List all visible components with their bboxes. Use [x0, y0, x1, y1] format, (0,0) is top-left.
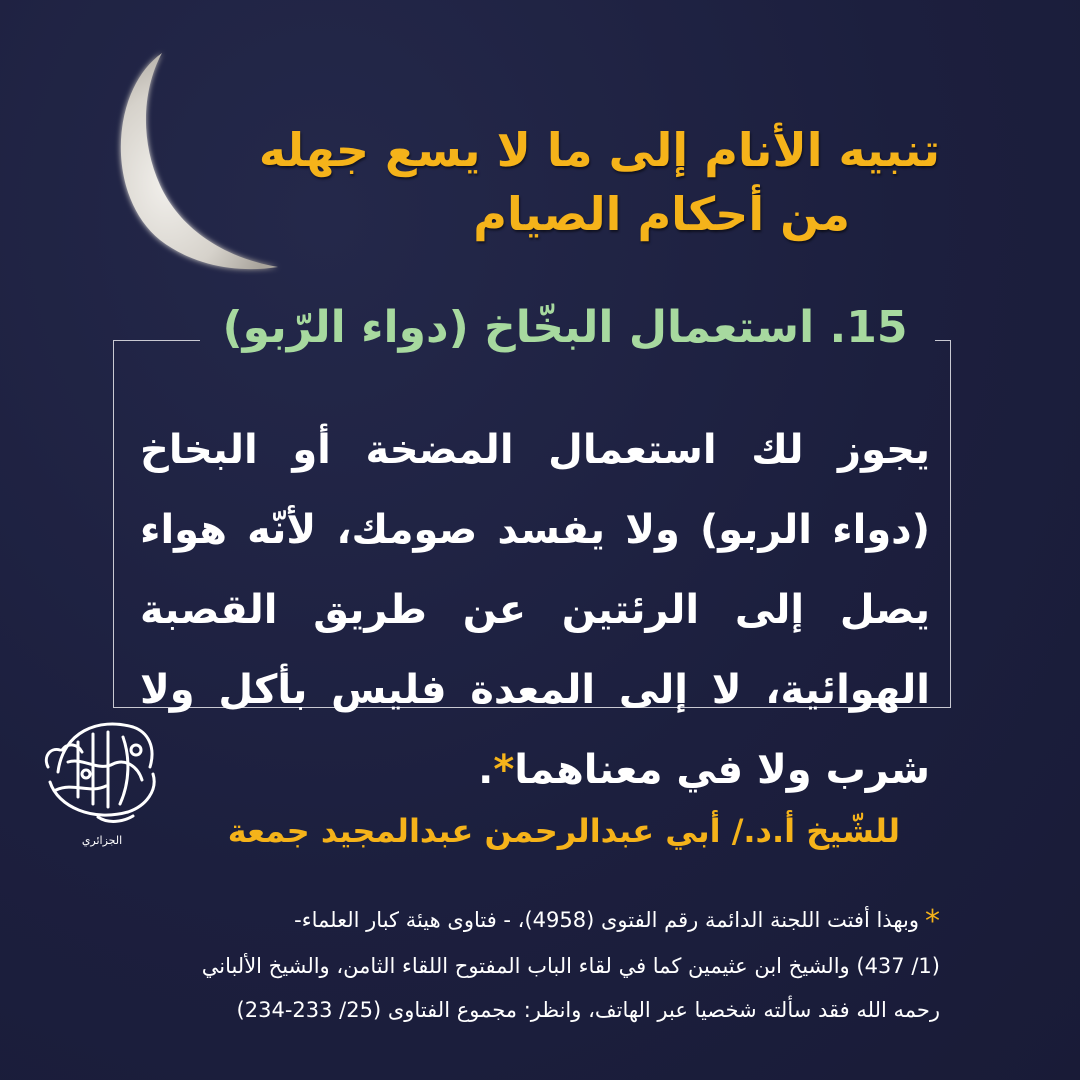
body-paragraph — [140, 410, 930, 810]
author-credit: للشّيخ أ.د./ أبي عبدالرحمن عبدالمجيد جمعة — [227, 812, 900, 850]
footnote-star: * — [925, 904, 940, 939]
logo-subtitle: الجزائري — [81, 834, 123, 847]
title-line-2: من أحكام الصيام — [473, 187, 850, 241]
body-end-punctuation: . — [478, 747, 494, 793]
footnote-line-1 — [120, 898, 940, 944]
title-line-1: تنبيه الأنام إلى ما لا يسع جهله — [258, 123, 940, 177]
footnote-line-3: رحمه الله فقد سألته شخصيا عبر الهاتف، وانظر: مجموع الفتاوى (25/ 233-234) — [236, 998, 940, 1022]
section-heading: 15. استعمال البخّاخ (دواء الرّبو) — [222, 302, 908, 353]
frame-top-right-edge — [935, 340, 951, 341]
footnote-line-2: (1/ 437) والشيخ ابن عثيمين كما في لقاء الباب المفتوح اللقاء الثامن، والشيخ الألباني — [201, 954, 940, 978]
frame-top-left-edge — [113, 340, 200, 341]
body-text: يجوز لك استعمال المضخة أو البخاخ (دواء الربو) ولا يفسد صومك، لأنّه هواء يصل إلى الرئتين عن طريق القصبة الهوائية، لا إلى المعدة فليس بأكل ولا شرب ولا في معناهما — [140, 427, 930, 793]
footnote-marker: * — [493, 747, 515, 793]
page-title — [240, 118, 940, 246]
footnote-line-1-text: وبهذا أفتت اللجنة الدائمة رقم الفتوى (4958)، - فتاوى هيئة كبار العلماء- — [294, 908, 919, 932]
logo-emblem — [38, 712, 166, 852]
footnote — [120, 898, 940, 1032]
